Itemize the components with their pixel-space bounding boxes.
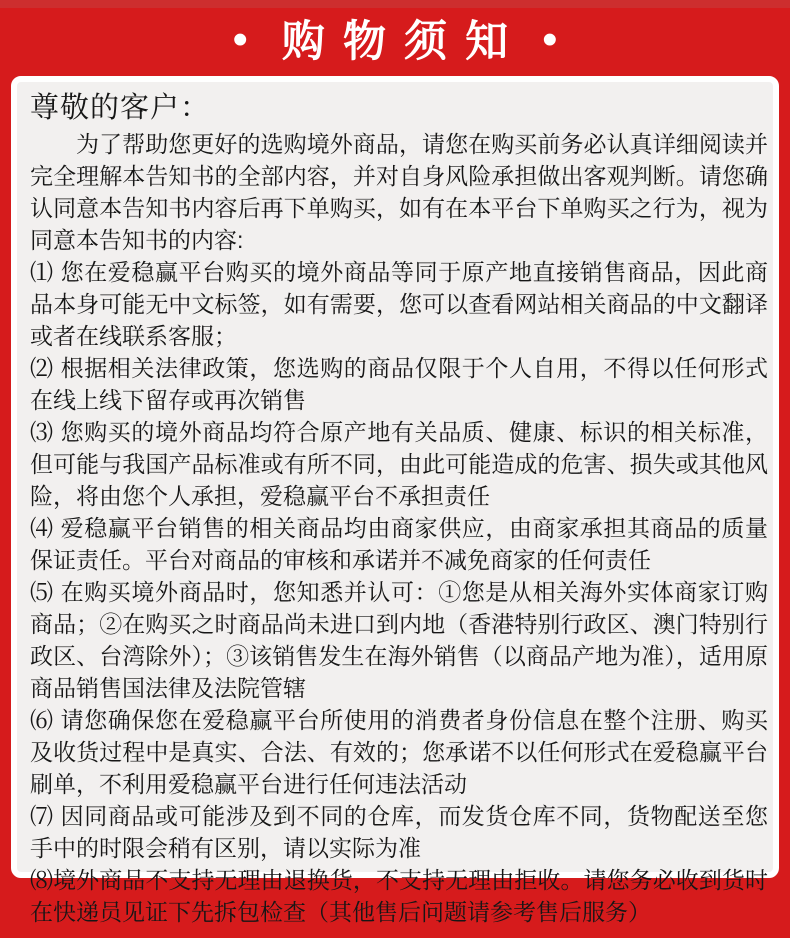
notice-item-4: ⑷ 爱稳赢平台销售的相关商品均由商家供应，由商家承担其商品的质量保证责任。平台对商品的审核和承诺并不减免商家的任何责任 <box>30 515 768 573</box>
notice-heading: 尊敬的客户： <box>30 92 211 124</box>
notice-panel <box>11 76 779 925</box>
notice-item-2: ⑵ 根据相关法律政策，您选购的商品仅限于个人自用，不得以任何形式在线上线下留存或再次销售 <box>30 355 768 413</box>
page-title: 购物须知 <box>281 17 527 66</box>
title-dot-right-icon: • <box>542 15 558 64</box>
notice-item-3: ⑶ 您购买的境外商品均符合原产地有关品质、健康、标识的相关标准，但可能与我国产品标准或有所不同，由此可能造成的危害、损失或其他风险，将由您个人承担，爱稳赢平台不承担责任 <box>30 419 768 509</box>
notice-item-8: ⑻境外商品不支持无理由退换货，不支持无理由拒收。请您务必收到货时在快递员见证下先拆包检查（其他售后问题请参考售后服务） <box>30 867 768 925</box>
notice-item-6: ⑹ 请您确保您在爱稳赢平台所使用的消费者身份信息在整个注册、购买及收货过程中是真实、合法、有效的；您承诺不以任何形式在爱稳赢平台刷单，不利用爱稳赢平台进行任何违法活动 <box>30 707 768 797</box>
notice-panel-content <box>17 82 773 938</box>
top-accent-strip <box>0 0 790 8</box>
notice-item-1: ⑴ 您在爱稳赢平台购买的境外商品等同于原产地直接销售商品，因此商品本身可能无中文标签，如有需要，您可以查看网站相关商品的中文翻译或者在线联系客服； <box>30 259 768 349</box>
title-dot-left-icon: • <box>232 15 248 64</box>
banner <box>0 8 790 76</box>
notice-intro: 为了帮助您更好的选购境外商品，请您在购买前务必认真详细阅读并完全理解本告知书的全部内容，并对自身风险承担做出客观判断。请您确认同意本告知书内容后再下单购买，如有在本平台下单购买之行为，视为同意本告知书的内容: <box>30 131 768 253</box>
notice-item-7: ⑺ 因同商品或可能涉及到不同的仓库，而发货仓库不同，货物配送至您手中的时限会稍有区别，请以实际为准 <box>30 803 768 861</box>
notice-item-5: ⑸ 在购买境外商品时，您知悉并认可：①您是从相关海外实体商家订购商品；②在购买之时商品尚未进口到内地（香港特别行政区、澳门特别行政区、台湾除外）；③该销售发生在海外销售（以商品产地为准），适用原商品销售国法律及法院管辖 <box>30 579 768 701</box>
